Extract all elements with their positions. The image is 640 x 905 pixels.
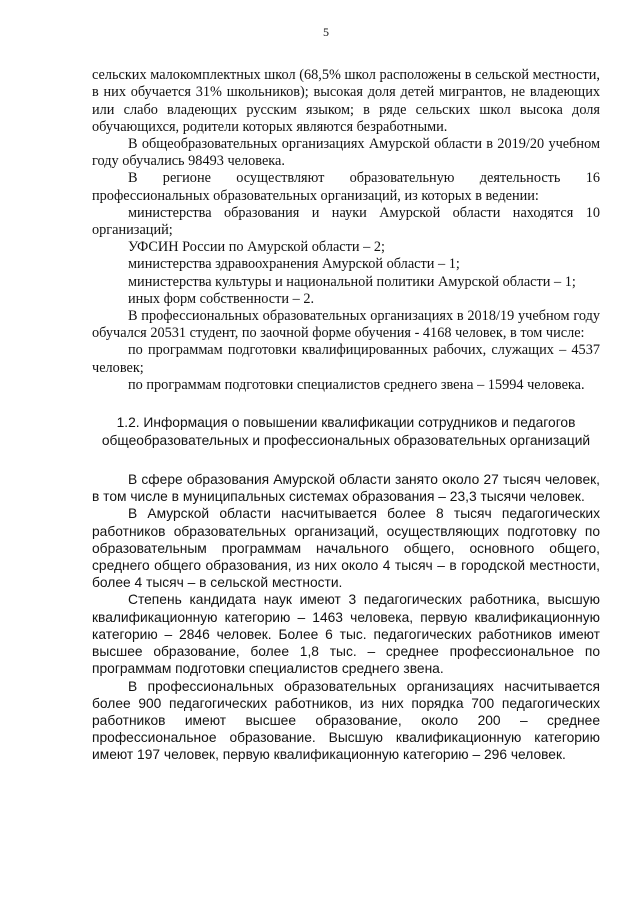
list-item: по программам подготовки квалифицированных рабочих, служащих – 4537 человек; [92, 342, 600, 376]
paragraph: В профессиональных образовательных организациях насчитывается более 900 педагогических работников, из них порядка 700 педагогических работников имеют высшее образование, около 200 – среднее профессиональное образование. Высшую квалификационную категорию имеют 197 человек, первую квалификационную категорию – 296 человек. [92, 678, 600, 763]
paragraph: Степень кандидата наук имеют 3 педагогических работника, высшую квалификационную категорию – 1463 человека, первую квалификационную категорию – 2846 человек. Более 6 тыс. педагогических работников имеют высшее образование, более 1,8 тыс. – среднее профессиональное по программам подготовки специалистов среднего звена. [92, 592, 600, 677]
paragraph: В сфере образования Амурской области занято около 27 тысяч человек, в том числе в муниципальных системах образования – 23,3 тысячи человек. [92, 472, 600, 505]
paragraph: В Амурской области насчитывается более 8 тысяч педагогических работников образовательных организаций, осуществляющих подготовку по образовательным программам начального общего, основного общего, среднего общего образования, из них около 4 тысяч – в городской местности, более 4 тысяч – в сельской местности. [92, 506, 600, 591]
top-text-block [92, 67, 600, 394]
list-item: иных форм собственности – 2. [128, 290, 315, 307]
paragraph: В профессиональных образовательных организациях в 2018/19 учебном году обучался 20531 студент, по заочной форме обучения - 4168 человек, в том числе: [92, 308, 600, 342]
paragraph: В общеобразовательных организациях Амурской области в 2019/20 учебном году обучались 98493 человека. [92, 136, 600, 170]
paragraph: В регионе осуществляют образовательную деятельность 16 профессиональных образовательных организаций, из которых в ведении: [92, 170, 600, 204]
page-number: 5 [323, 25, 329, 39]
list-item: министерства образования и науки Амурской области находятся 10 организаций; [92, 204, 600, 239]
list-item: по программам подготовки специалистов среднего звена – 15994 человека. [128, 376, 585, 393]
list-item: министерства культуры и национальной политики Амурской области – 1; [128, 273, 576, 290]
paragraph: сельских малокомплектных школ (68,5% школ расположены в сельской местности, в них обучается 31% школьников); высокая доля детей мигрантов, не владеющих или слабо владеющих русским языком; в ряде сельских школ высока доля обучающихся, родители которых являются безработными. [92, 67, 600, 135]
list-item: УФСИН России по Амурской области – 2; [128, 239, 385, 256]
section-text-block [92, 471, 600, 763]
list-item: министерства здравоохранения Амурской области – 1; [128, 256, 460, 273]
section-heading: 1.2. Информация о повышении квалификации сотрудников и педагогов общеобразовательных и профессиональных образовательных организаций [101, 415, 591, 448]
